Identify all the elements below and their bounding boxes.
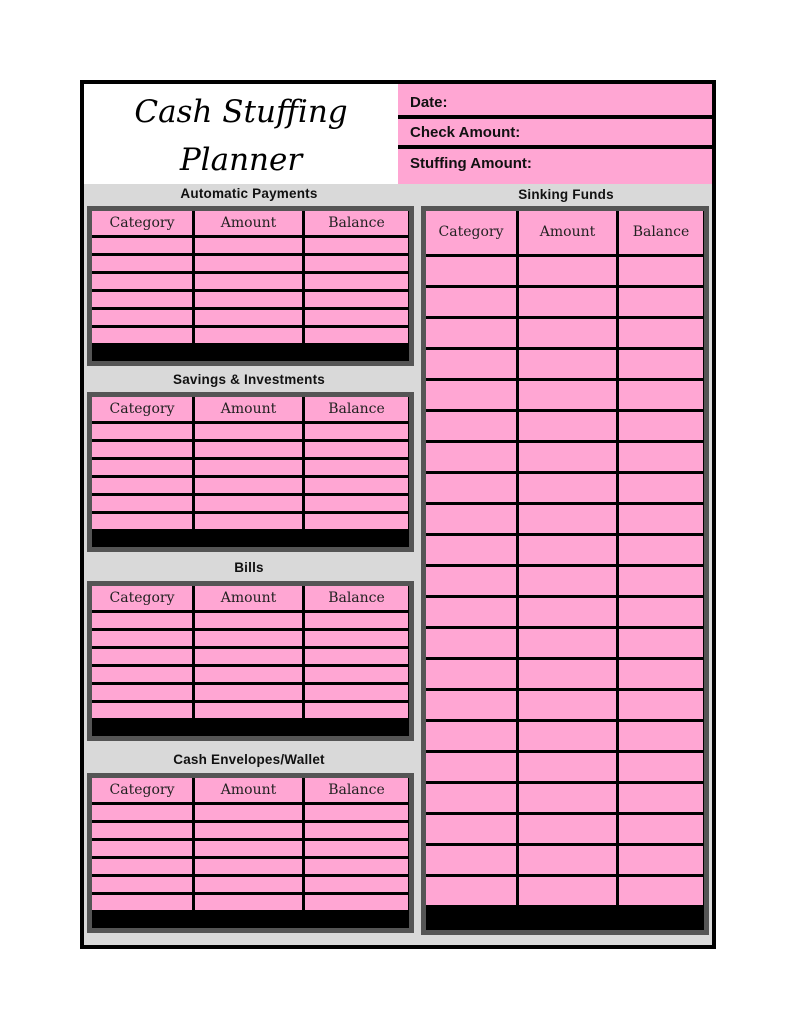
info-box (398, 84, 712, 184)
table-cell-amount[interactable] (519, 629, 616, 657)
table-cell-balance[interactable] (305, 328, 408, 343)
table-cell-category[interactable] (92, 292, 192, 307)
table-cell-balance[interactable] (305, 310, 408, 325)
table-cell-balance[interactable] (305, 649, 408, 664)
table-cell-amount[interactable] (195, 328, 302, 343)
table-cell-amount[interactable] (195, 703, 302, 718)
table-cell-category[interactable] (426, 660, 516, 688)
planner-page (80, 80, 716, 949)
table-cell-amount[interactable] (195, 292, 302, 307)
table-cell-balance[interactable] (305, 256, 408, 271)
table-cell-category[interactable] (426, 784, 516, 812)
cash-envelopes-heading: Cash Envelopes/Wallet (173, 752, 325, 767)
table-cell-balance[interactable] (619, 567, 703, 595)
column-header-balance: Balance (305, 211, 408, 235)
column-header-category: Category (92, 397, 192, 421)
table-cell-balance[interactable] (305, 442, 408, 457)
table-cell-amount[interactable] (195, 310, 302, 325)
table-cell-category[interactable] (426, 412, 516, 440)
savings-investments-table (87, 392, 414, 552)
title-line-1: Cash Stuffing (134, 94, 348, 130)
table-cell-category[interactable] (92, 613, 192, 628)
table-cell-category[interactable] (426, 567, 516, 595)
table-cell-balance[interactable] (305, 703, 408, 718)
bills-table (87, 581, 414, 741)
table-cell-balance[interactable] (619, 691, 703, 719)
table-cell-category[interactable] (426, 877, 516, 905)
table-cell-balance[interactable] (619, 598, 703, 626)
table-cell-balance[interactable] (305, 631, 408, 646)
table-cell-category[interactable] (426, 691, 516, 719)
check-amount-label: Check Amount: (410, 124, 521, 141)
table-cell-balance[interactable] (619, 629, 703, 657)
table-cell-balance[interactable] (305, 460, 408, 475)
column-header-amount: Amount (519, 211, 616, 254)
column-header-amount: Amount (195, 211, 302, 235)
table-cell-balance[interactable] (619, 319, 703, 347)
table-cell-balance[interactable] (619, 784, 703, 812)
column-header-balance: Balance (305, 586, 408, 610)
table-cell-category[interactable] (92, 805, 192, 820)
table-cell-balance[interactable] (305, 514, 408, 529)
table-cell-amount[interactable] (519, 350, 616, 378)
table-cell-balance[interactable] (619, 505, 703, 533)
table-cell-amount[interactable] (195, 460, 302, 475)
table-cell-balance[interactable] (305, 841, 408, 856)
table-cell-amount[interactable] (195, 424, 302, 439)
check-amount-line (398, 145, 712, 149)
table-cell-category[interactable] (426, 257, 516, 285)
column-header-balance: Balance (619, 211, 703, 254)
table-cell-balance[interactable] (305, 877, 408, 892)
table-cell-category[interactable] (92, 703, 192, 718)
table-cell-category[interactable] (92, 649, 192, 664)
table-cell-balance[interactable] (619, 722, 703, 750)
column-header-category: Category (426, 211, 516, 254)
table-cell-balance[interactable] (305, 895, 408, 910)
table-cell-amount[interactable] (195, 859, 302, 874)
table-cell-amount[interactable] (519, 505, 616, 533)
table-cell-balance[interactable] (619, 846, 703, 874)
table-cell-category[interactable] (426, 350, 516, 378)
table-cell-category[interactable] (426, 319, 516, 347)
table-cell-category[interactable] (92, 256, 192, 271)
table-cell-amount[interactable] (519, 319, 616, 347)
table-cell-category[interactable] (92, 823, 192, 838)
table-cell-balance[interactable] (619, 536, 703, 564)
table-cell-category[interactable] (426, 598, 516, 626)
table-cell-amount[interactable] (195, 496, 302, 511)
table-cell-balance[interactable] (619, 443, 703, 471)
column-header-balance: Balance (305, 778, 408, 802)
table-cell-amount[interactable] (519, 691, 616, 719)
table-cell-amount[interactable] (519, 536, 616, 564)
table-cell-category[interactable] (426, 815, 516, 843)
cash-envelopes-table (87, 773, 414, 933)
table-cell-category[interactable] (426, 722, 516, 750)
table-cell-category[interactable] (92, 859, 192, 874)
stuffing-amount-label: Stuffing Amount: (410, 155, 532, 172)
sinking-funds-heading: Sinking Funds (518, 187, 614, 202)
table-cell-amount[interactable] (519, 257, 616, 285)
table-cell-amount[interactable] (195, 238, 302, 253)
table-cell-balance[interactable] (619, 381, 703, 409)
table-cell-amount[interactable] (195, 823, 302, 838)
table-cell-amount[interactable] (519, 474, 616, 502)
table-cell-balance[interactable] (619, 350, 703, 378)
table-cell-balance[interactable] (619, 753, 703, 781)
table-cell-amount[interactable] (195, 895, 302, 910)
title-line-2: Planner (179, 142, 303, 178)
table-cell-category[interactable] (92, 442, 192, 457)
table-cell-balance[interactable] (305, 238, 408, 253)
table-cell-balance[interactable] (305, 667, 408, 682)
table-cell-category[interactable] (92, 460, 192, 475)
table-cell-amount[interactable] (195, 667, 302, 682)
table-cell-amount[interactable] (519, 846, 616, 874)
table-cell-balance[interactable] (305, 478, 408, 493)
table-cell-amount[interactable] (519, 722, 616, 750)
table-cell-balance[interactable] (305, 805, 408, 820)
table-cell-category[interactable] (426, 443, 516, 471)
table-cell-balance[interactable] (619, 288, 703, 316)
table-cell-balance[interactable] (619, 660, 703, 688)
table-cell-category[interactable] (92, 328, 192, 343)
table-cell-balance[interactable] (619, 257, 703, 285)
table-cell-amount[interactable] (519, 412, 616, 440)
table-cell-amount[interactable] (195, 256, 302, 271)
table-cell-amount[interactable] (195, 805, 302, 820)
column-header-category: Category (92, 211, 192, 235)
table-cell-balance[interactable] (619, 815, 703, 843)
table-cell-amount[interactable] (519, 443, 616, 471)
table-cell-category[interactable] (92, 667, 192, 682)
title-box (84, 84, 398, 184)
table-cell-category[interactable] (92, 895, 192, 910)
table-cell-amount[interactable] (195, 442, 302, 457)
table-cell-balance[interactable] (619, 412, 703, 440)
table-cell-balance[interactable] (305, 496, 408, 511)
bills-heading: Bills (234, 560, 264, 575)
table-cell-amount[interactable] (519, 567, 616, 595)
table-cell-amount[interactable] (195, 841, 302, 856)
table-cell-amount[interactable] (519, 753, 616, 781)
date-line (398, 115, 712, 119)
table-cell-amount[interactable] (519, 660, 616, 688)
column-header-amount: Amount (195, 586, 302, 610)
table-cell-amount[interactable] (519, 381, 616, 409)
table-cell-category[interactable] (92, 238, 192, 253)
table-cell-category[interactable] (426, 288, 516, 316)
sinking-funds-table (421, 206, 709, 935)
table-cell-category[interactable] (92, 877, 192, 892)
table-cell-category[interactable] (426, 474, 516, 502)
table-cell-amount[interactable] (519, 877, 616, 905)
table-cell-category[interactable] (92, 274, 192, 289)
column-header-category: Category (92, 778, 192, 802)
table-cell-balance[interactable] (619, 877, 703, 905)
table-cell-category[interactable] (426, 846, 516, 874)
table-cell-category[interactable] (92, 685, 192, 700)
column-header-amount: Amount (195, 778, 302, 802)
table-cell-balance[interactable] (305, 292, 408, 307)
column-header-amount: Amount (195, 397, 302, 421)
table-cell-balance[interactable] (305, 274, 408, 289)
table-cell-amount[interactable] (519, 598, 616, 626)
savings-investments-heading: Savings & Investments (172, 372, 325, 387)
table-cell-amount[interactable] (195, 514, 302, 529)
table-cell-category[interactable] (426, 753, 516, 781)
table-cell-category[interactable] (92, 310, 192, 325)
automatic-payments-heading: Automatic Payments (180, 186, 318, 201)
date-label: Date: (410, 94, 448, 111)
table-cell-balance[interactable] (305, 613, 408, 628)
table-cell-category[interactable] (92, 841, 192, 856)
table-cell-balance[interactable] (305, 823, 408, 838)
table-cell-category[interactable] (426, 381, 516, 409)
table-cell-amount[interactable] (195, 274, 302, 289)
table-cell-amount[interactable] (195, 478, 302, 493)
table-cell-amount[interactable] (519, 784, 616, 812)
table-cell-balance[interactable] (305, 685, 408, 700)
automatic-payments-table (87, 206, 414, 366)
table-cell-category[interactable] (92, 478, 192, 493)
table-cell-category[interactable] (92, 514, 192, 529)
table-cell-category[interactable] (92, 424, 192, 439)
table-cell-category[interactable] (92, 631, 192, 646)
table-cell-category[interactable] (92, 496, 192, 511)
table-cell-category[interactable] (426, 536, 516, 564)
table-cell-category[interactable] (426, 505, 516, 533)
table-cell-category[interactable] (426, 629, 516, 657)
table-cell-amount[interactable] (195, 613, 302, 628)
table-cell-amount[interactable] (519, 815, 616, 843)
table-cell-balance[interactable] (305, 424, 408, 439)
table-cell-amount[interactable] (195, 685, 302, 700)
table-cell-balance[interactable] (305, 859, 408, 874)
table-cell-amount[interactable] (195, 877, 302, 892)
table-cell-amount[interactable] (195, 631, 302, 646)
table-cell-amount[interactable] (519, 288, 616, 316)
table-cell-balance[interactable] (619, 474, 703, 502)
column-header-balance: Balance (305, 397, 408, 421)
table-cell-amount[interactable] (195, 649, 302, 664)
column-header-category: Category (92, 586, 192, 610)
